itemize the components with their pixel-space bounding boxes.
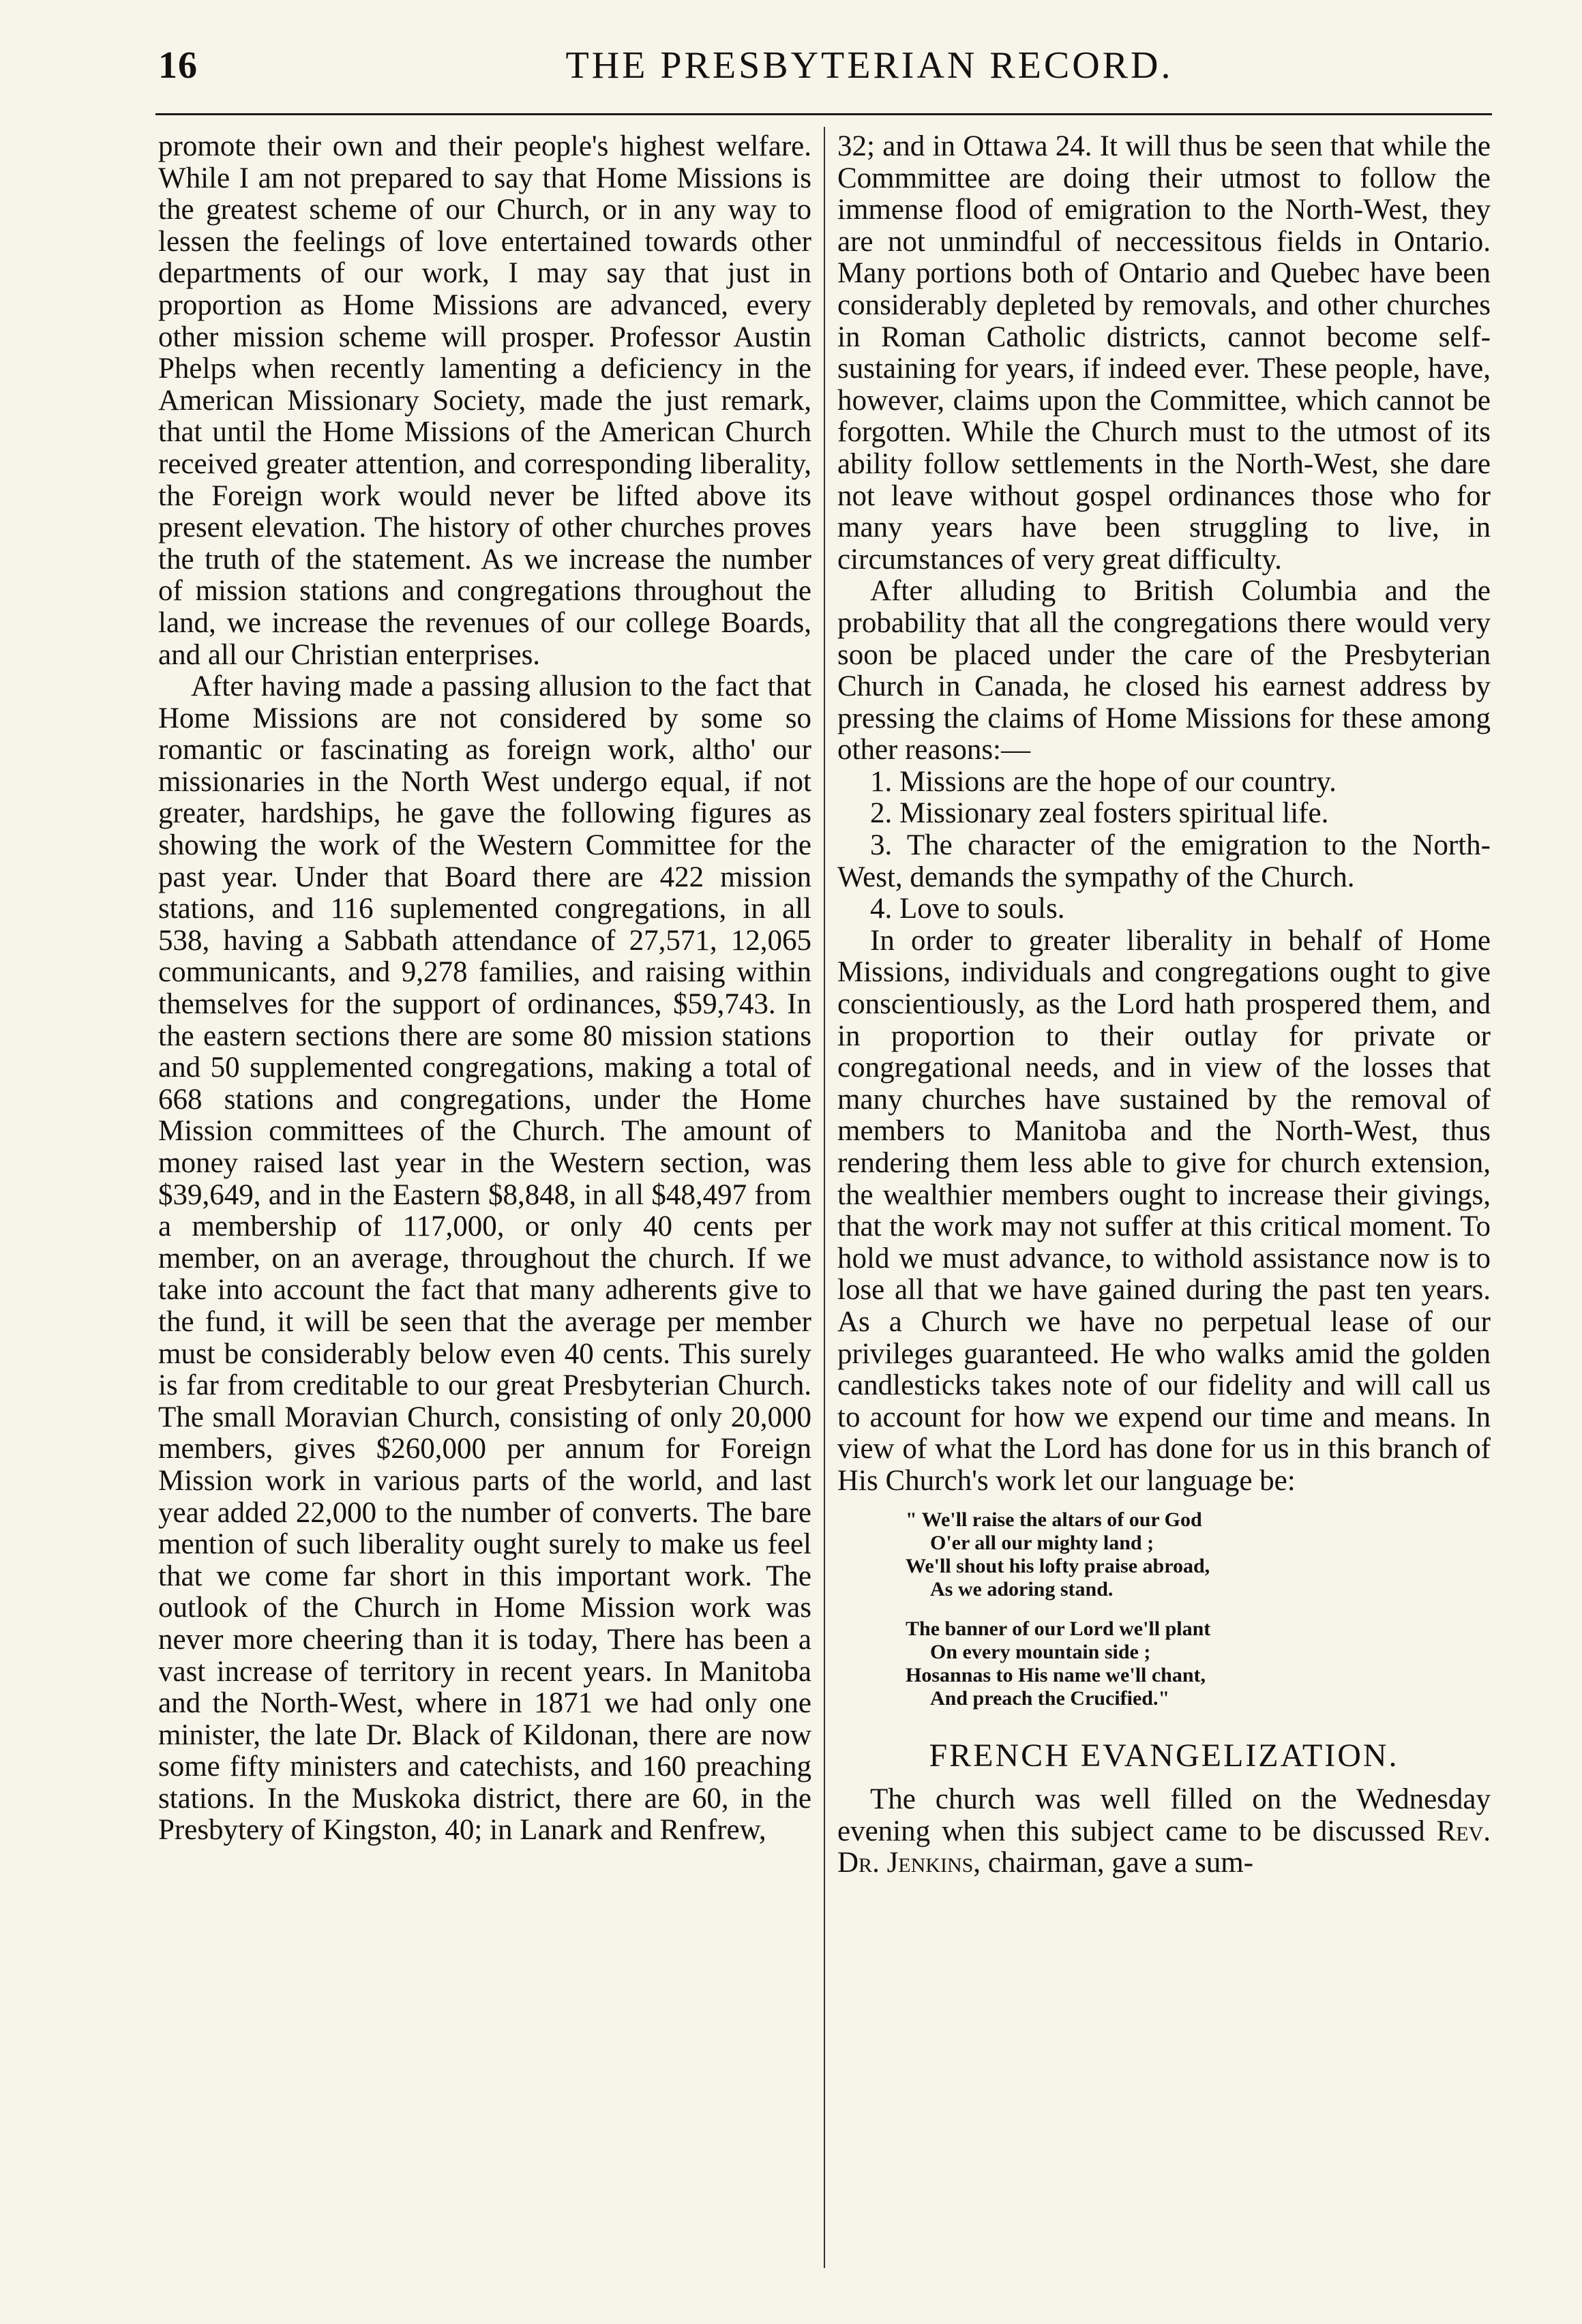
section-heading: FRENCH EVANGELIZATION. — [929, 1737, 1399, 1774]
poem-stanza — [906, 1508, 1491, 1601]
poem-line: " We'll raise the altars of our God — [906, 1508, 1202, 1531]
poem-stanza — [906, 1618, 1491, 1710]
paragraph: promote their own and their people's highest welfare. While I am not prepared to say that Home Missions is the greatest scheme of our Church, or in any way to lessen the feelings of love entertained towards other departments of our work, I may say that just in proportion as Home Missions are advanced, every other mission scheme will prosper. Professor Austin Phelps when recently lamenting a deficiency in the American Missionary Society, made the just remark, that until the Home Missions of the American Church received greater attention, and corresponding liberality, the Foreign work would never be lifted above its present elevation. The history of other churches proves the truth of the statement. As we increase the number of mission stations and congregations throughout the land, we increase the revenues of our college Boards, and all our Christian enterprises. — [158, 130, 811, 671]
paragraph: In order to greater liberality in behalf of Home Missions, individuals and congregations ought to give conscientiously, as the Lord hath prospered them, and in proportion to their outlay for private or congregational needs, and in view of the losses that many churches have sustained by the removal of members to Manitoba and the North-West, thus rendering them less able to give for church extension, the wealthier members ought to increase their givings, that the work may not suffer at this critical moment. To hold we must advance, to withold assistance now is to lose all that we have gained during the past ten years. As a Church we have no perpetual lease of our privileges guaranteed. He who walks amid the golden candlesticks takes note of our fidelity and will call us to account for how we expend our time and means. In view of what the Lord has done for us in this branch of His Church's work let our language be: — [837, 924, 1491, 1497]
poem-line: As we adoring stand. — [930, 1577, 1114, 1600]
speaker-name: Rev. Dr. Jenkins, — [837, 1815, 1491, 1879]
paragraph: After having made a passing allusion to the fact that Home Missions are not considered by some so romantic or fascinating as foreign work, altho' our missionaries in the North West undergo equal, if not greater, hardships, he gave the following figures as showing the work of the Western Committee for the past year. Under that Board there are 422 mission stations, and 116 suplemented congregations, in all 538, having a Sabbath attendance of 27,571, 12,065 communicants, and 9,278 families, and raising within themselves for the support of ordinances, $59,743. In the eastern sections there are some 80 mission stations and 50 supplemented congregations, making a total of 668 stations and congregations, under the Home Mission committees of the Church. The amount of money raised last year in the Western section, was $39,649, and in the Eastern $8,848, in all $48,497 from a membership of 117,000, or only 40 cents per member, on an average, throughout the church. If we take into account the fact that many adherents give to the fund, it will be seen that the average per member must be considerably below even 40 cents. This surely is far from creditable to our great Presbyterian Church. The small Moravian Church, consisting of only 20,000 members, gives $260,000 per annum for Foreign Mission work in various parts of the world, and last year added 22,000 to the number of converts. The bare mention of such liberality ought surely to make us feel that we come far short in this important work. The outlook of the Church in Home Mission work was never more cheering than it is today, There has been a vast increase of territory in recent years. In Manitoba and the North-West, where in 1871 we had only one minister, the late Dr. Black of Kildonan, there are now some fifty ministers and catechists, and 160 preaching stations. In the Muskoka district, there are 60, in the Presbytery of Kingston, 40; in Lanark and Renfrew, — [158, 670, 811, 1847]
paragraph — [837, 1784, 1491, 1879]
paragraph: After alluding to British Columbia and the probability that all the congregations there would very soon be placed under the care of the Presbyterian Church in Canada, he closed his earnest address by pressing the claims of Home Missions for these among other reasons:— — [837, 575, 1491, 766]
paragraph: 32; and in Ottawa 24. It will thus be seen that while the Commmittee are doing their utmost to follow the immense flood of emigration to the North-West, they are not unmindful of neccessitous fields in Ontario. Many portions both of Ontario and Quebec have been considerably depleted by removals, and other churches in Roman Catholic districts, cannot become self-sustaining for years, if indeed ever. These people, have, however, claims upon the Committee, which cannot be forgotten. While the Church must to the utmost of its ability follow settlements in the North-West, she dare not leave without gospel ordinances those who for many years have been struggling to live, in circumstances of very great difficulty. — [837, 130, 1491, 576]
list-item: 4. Love to souls. — [870, 893, 1065, 925]
poem-line: And preach the Crucified." — [930, 1686, 1170, 1710]
poem-line: We'll shout his lofty praise abroad, — [906, 1554, 1210, 1577]
list-item: 1. Missions are the hope of our country. — [870, 765, 1337, 798]
page-number: 16 — [158, 44, 198, 87]
paragraph-tail: chairman, gave a sum- — [981, 1847, 1254, 1879]
poem-line: On every mountain side ; — [930, 1640, 1151, 1663]
header-rule — [155, 113, 1492, 115]
paragraph-lead: The church was well filled on the Wednesday evening when this subject came to be discussed — [837, 1783, 1491, 1847]
poem-line: O'er all our mighty land ; — [930, 1531, 1154, 1554]
list-item: 2. Missionary zeal fosters spiritual life. — [870, 797, 1329, 830]
column-divider — [824, 127, 825, 2268]
poem-line: Hosannas to His name we'll chant, — [906, 1663, 1206, 1686]
left-column — [158, 131, 811, 1847]
poem — [837, 1508, 1491, 1710]
running-title: THE PRESBYTERIAN RECORD. — [565, 44, 1174, 87]
poem-line: The banner of our Lord we'll plant — [906, 1617, 1211, 1640]
list-item: 3. The character of the emigration to the North-West, demands the sympathy of the Church. — [837, 829, 1491, 893]
right-column — [837, 131, 1491, 1879]
